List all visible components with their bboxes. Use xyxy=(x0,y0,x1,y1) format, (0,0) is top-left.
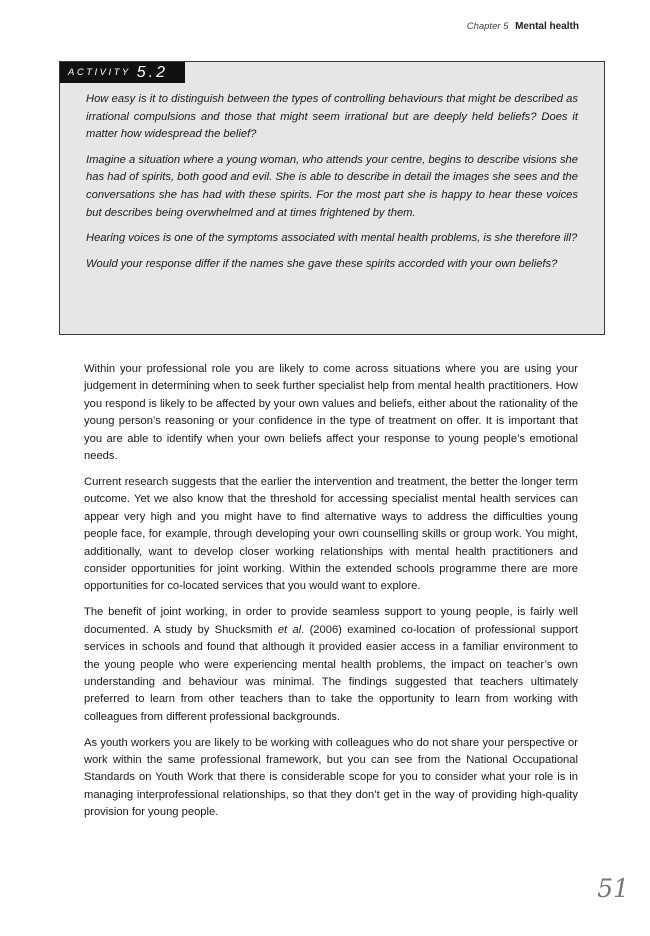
activity-box xyxy=(59,61,605,335)
activity-word: ACTIVITY xyxy=(68,67,131,78)
body-text: . (2006) examined co-location of professional support services in schools and found that although it provided easier access in a familiar environment to the young people who were experiencing mental health problems, the impact on teacher’s own understanding and behaviour was minimal. The findings suggested that teachers ultimately preferred to learn from other teachers than to take the opportunity to learn from working with colleagues from different professional backgrounds. xyxy=(84,623,578,723)
main-text xyxy=(84,361,578,830)
section-title: Mental health xyxy=(515,21,579,32)
citation-etal: et al xyxy=(277,623,302,636)
activity-paragraph: How easy is it to distinguish between the types of controlling behaviours that might be described as irrational compulsions and those that might seem irrational but are deeply held beliefs? Does it matter how widespread the belief? xyxy=(86,93,578,141)
activity-label xyxy=(60,62,185,83)
activity-paragraph: Hearing voices is one of the symptoms associated with mental health problems, is she therefore ill? xyxy=(86,232,578,245)
activity-body xyxy=(86,91,578,281)
body-text: The benefit of joint working, in order to provide seamless support to young people, is fairly well documented. A study by Shucksmith xyxy=(84,606,578,636)
page-number: 51 xyxy=(597,874,629,903)
chapter-label: Chapter 5 xyxy=(466,21,509,32)
body-paragraph: Within your professional role you are likely to come across situations where you are using your judgement in determining when to seek further specialist help from mental health practitioners. How you respond is likely to be affected by your own values and beliefs, either about the rationality of the young person’s reasoning or your confidence in the type of treatment on offer. It is important that you are able to identify when your own beliefs affect your response to young people’s emotional needs. xyxy=(84,363,578,463)
body-paragraph: As youth workers you are likely to be working with colleagues who do not share your perspective or work within the same professional framework, but you can see from the National Occupational Standards on Youth Work that there is considerable scope for you to consider what your role is in managing interprofessional relationships, so that they don’t get in the way of providing high-quality provision for young people. xyxy=(84,736,578,819)
activity-paragraph: Imagine a situation where a young woman, who attends your centre, begins to describe visions she has had of spirits, both good and evil. She is able to describe in detail the images she sees and the conversations she has had with these spirits. For the most part she is happy to hear these voices but describes being overwhelmed and at times frightened by them. xyxy=(86,153,578,219)
activity-paragraph: Would your response differ if the names she gave these spirits accorded with your own beliefs? xyxy=(86,257,558,270)
activity-number: 5.2 xyxy=(136,63,169,81)
body-paragraph xyxy=(84,604,578,726)
body-paragraph: Current research suggests that the earlier the intervention and treatment, the better the longer term outcome. Yet we also know that the threshold for accessing specialist mental health services can appear very high and you might have to find alternative ways to address the difficulties young people face, for example, through developing your own counselling skills or group work. You might, additionally, want to develop closer working relationships with mental health practitioners and consider opportunities for joint working. Within the extended schools programme there are more opportunities for co-located services that you would want to explore. xyxy=(84,475,578,593)
running-header xyxy=(467,21,579,32)
